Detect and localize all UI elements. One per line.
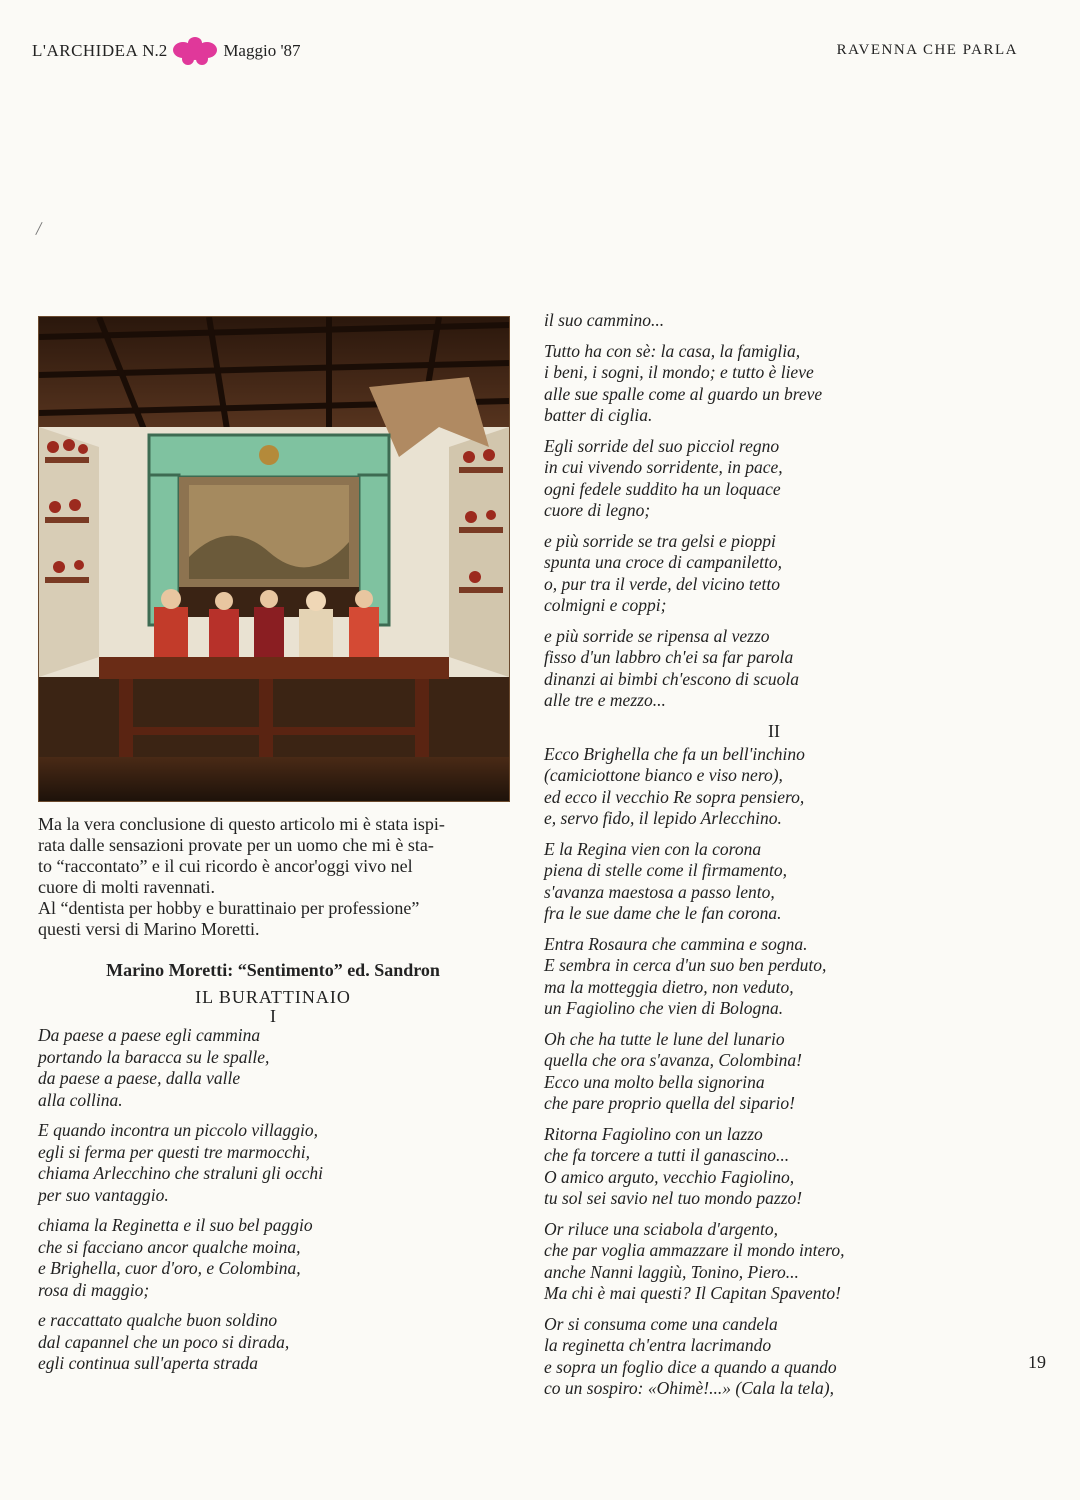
poem-source: Marino Moretti: “Sentimento” ed. Sandron — [106, 960, 440, 980]
intro-line: rata dalle sensazioni provate per un uomo che mi è sta- — [38, 835, 434, 855]
stanza — [544, 310, 1004, 332]
verse-line: egli si ferma per questi tre marmocchi, — [38, 1141, 311, 1162]
verse-line: un Fagiolino che vien di Bologna. — [544, 998, 784, 1018]
left-stanzas — [38, 1025, 508, 1375]
verse-line: ed ecco il vecchio Re sopra pensiero, — [544, 786, 805, 807]
right-stanzas-part-one — [544, 310, 1004, 712]
verse-line: alle sue spalle come al guardo un breve — [544, 383, 823, 404]
stanza — [544, 839, 1004, 925]
verse-line: Oh che ha tutte le lune del lunario — [544, 1028, 785, 1049]
verse-line: (camiciottone bianco e viso nero), — [544, 765, 783, 785]
verse-line: rosa di maggio; — [38, 1279, 150, 1300]
verse-line: Ecco Brighella che fa un bell'inchino — [544, 743, 805, 764]
verse-line: in cui vivendo sorridente, in pace, — [544, 457, 783, 477]
verse-line: fra le sue dame che le fan corona. — [544, 903, 782, 923]
stanza — [38, 1215, 508, 1301]
puppet-theatre-photo — [38, 316, 510, 802]
intro-paragraph — [38, 814, 508, 940]
verse-line: quella che ora s'avanza, Colombina! — [544, 1050, 802, 1070]
verse-line: fisso d'un labbro ch'ei sa far parola — [544, 647, 794, 667]
verse-line: chiama Arlecchino che straluni gli occhi — [38, 1163, 323, 1183]
verse-line: O amico arguto, vecchio Fagiolino, — [544, 1166, 795, 1187]
right-stanzas-part-two — [544, 744, 1004, 1400]
verse-line: anche Nanni laggiù, Tonino, Piero... — [544, 1261, 799, 1282]
verse-line: che fa torcere a tutti il ganascino... — [544, 1145, 790, 1165]
stanza — [544, 436, 1004, 522]
verse-line: dinanzi ai bimbi ch'escono di scuola — [544, 668, 800, 689]
masthead — [32, 36, 301, 66]
verse-line: Egli sorride del suo picciol regno — [544, 435, 780, 456]
magazine-name: L'ARCHIDEA — [32, 41, 139, 60]
verse-line: i beni, i sogni, il mondo; e tutto è lieve — [544, 362, 814, 382]
intro-line: cuore di molti ravennati. — [38, 877, 215, 897]
verse-line: Or si consuma come una candela — [544, 1313, 778, 1334]
verse-line: piena di stelle come il firmamento, — [544, 860, 788, 880]
stanza — [544, 341, 1004, 427]
verse-line: e più sorride se tra gelsi e pioppi — [544, 530, 776, 551]
verse-line: Ma chi è mai questi? Il Capitan Spavento! — [544, 1283, 841, 1303]
verse-line: colmigni e coppi; — [544, 595, 667, 615]
stanza — [544, 1219, 1004, 1305]
right-column — [544, 310, 1004, 1409]
stanza — [38, 1310, 508, 1375]
verse-line: Ritorna Fagiolino con un lazzo — [544, 1123, 763, 1144]
verse-line: il suo cammino... — [544, 310, 665, 330]
left-column — [38, 814, 508, 1384]
intro-line: questi versi di Marino Moretti. — [38, 919, 260, 939]
verse-line: e più sorride se ripensa al vezzo — [544, 625, 770, 646]
part-number-one: I — [270, 1006, 276, 1026]
stanza — [544, 744, 1004, 830]
verse-line: Entra Rosaura che cammina e sogna. — [544, 933, 808, 954]
verse-line: egli continua sull'aperta strada — [38, 1353, 259, 1373]
verse-line: alla collina. — [38, 1089, 123, 1110]
verse-line: Tutto ha con sè: la casa, la famiglia, — [544, 340, 801, 361]
stanza — [544, 1314, 1004, 1400]
verse-line: E la Regina vien con la corona — [544, 838, 762, 859]
verse-line: E sembra in cerca d'un suo ben perduto, — [544, 955, 827, 975]
verse-line: E quando incontra un piccolo villaggio, — [38, 1120, 318, 1140]
verse-line: e raccattato qualche buon soldino — [38, 1310, 278, 1330]
verse-line: che par voglia ammazzare il mondo intero, — [544, 1240, 845, 1260]
verse-line: tu sol sei savio nel tuo mondo pazzo! — [544, 1188, 803, 1208]
verse-line: dal capannel che un poco si dirada, — [38, 1331, 290, 1352]
verse-line: co un sospiro: «Ohimè!...» (Cala la tela), — [544, 1378, 835, 1398]
verse-line: s'avanza maestosa a passo lento, — [544, 881, 775, 902]
stanza — [38, 1120, 508, 1206]
verse-line: ogni fedele suddito ha un loquace — [544, 478, 781, 499]
verse-line: Da paese a paese egli cammina — [38, 1025, 261, 1045]
verse-line: che si facciano ancor qualche moina, — [38, 1236, 301, 1257]
section-title: RAVENNA CHE PARLA — [836, 42, 1018, 58]
verse-line: batter di ciglia. — [544, 405, 653, 425]
verse-line: che pare proprio quella del sipario! — [544, 1093, 795, 1113]
stanza — [544, 626, 1004, 712]
intro-line: Al “dentista per hobby e burattinaio per professione” — [38, 898, 420, 918]
intro-line: Ma la vera conclusione di questo articolo mi è stata ispi- — [38, 814, 445, 834]
issue-date: Maggio '87 — [223, 41, 301, 60]
orchid-logo-icon — [172, 36, 218, 66]
verse-line: da paese a paese, dalla valle — [38, 1068, 241, 1088]
verse-line: o, pur tra il verde, del vicino tetto — [544, 573, 781, 594]
verse-line: e Brighella, cuor d'oro, e Colombina, — [38, 1258, 301, 1278]
verse-line: e sopra un foglio dice a quando a quando — [544, 1356, 837, 1377]
verse-line: e, servo fido, il lepido Arlecchino. — [544, 808, 782, 828]
stanza — [544, 531, 1004, 617]
page-number: 19 — [1028, 1352, 1046, 1372]
stanza — [544, 1124, 1004, 1210]
verse-line: Ecco una molto bella signorina — [544, 1071, 765, 1092]
verse-line: per suo vantaggio. — [38, 1184, 169, 1205]
verse-line: alle tre e mezzo... — [544, 690, 666, 710]
issue-number: N.2 — [142, 41, 168, 60]
verse-line: Or riluce una sciabola d'argento, — [544, 1218, 778, 1239]
verse-line: chiama la Reginetta e il suo bel paggio — [38, 1215, 313, 1235]
stanza — [38, 1025, 508, 1111]
stanza — [544, 934, 1004, 1020]
verse-line: ma la motteggia dietro, non veduto, — [544, 976, 794, 997]
stanza — [544, 1029, 1004, 1115]
poem-title: IL BURATTINAIO — [195, 987, 351, 1007]
verse-line: spunta una croce di campaniletto, — [544, 552, 782, 572]
margin-mark: / — [34, 217, 44, 241]
verse-line: portando la baracca su le spalle, — [38, 1046, 270, 1067]
verse-line: la reginetta ch'entra lacrimando — [544, 1335, 772, 1355]
part-number-two: II — [768, 720, 780, 741]
verse-line: cuore di legno; — [544, 500, 651, 520]
intro-line: to “raccontato” e il cui ricordo è ancor'oggi vivo nel — [38, 856, 413, 876]
